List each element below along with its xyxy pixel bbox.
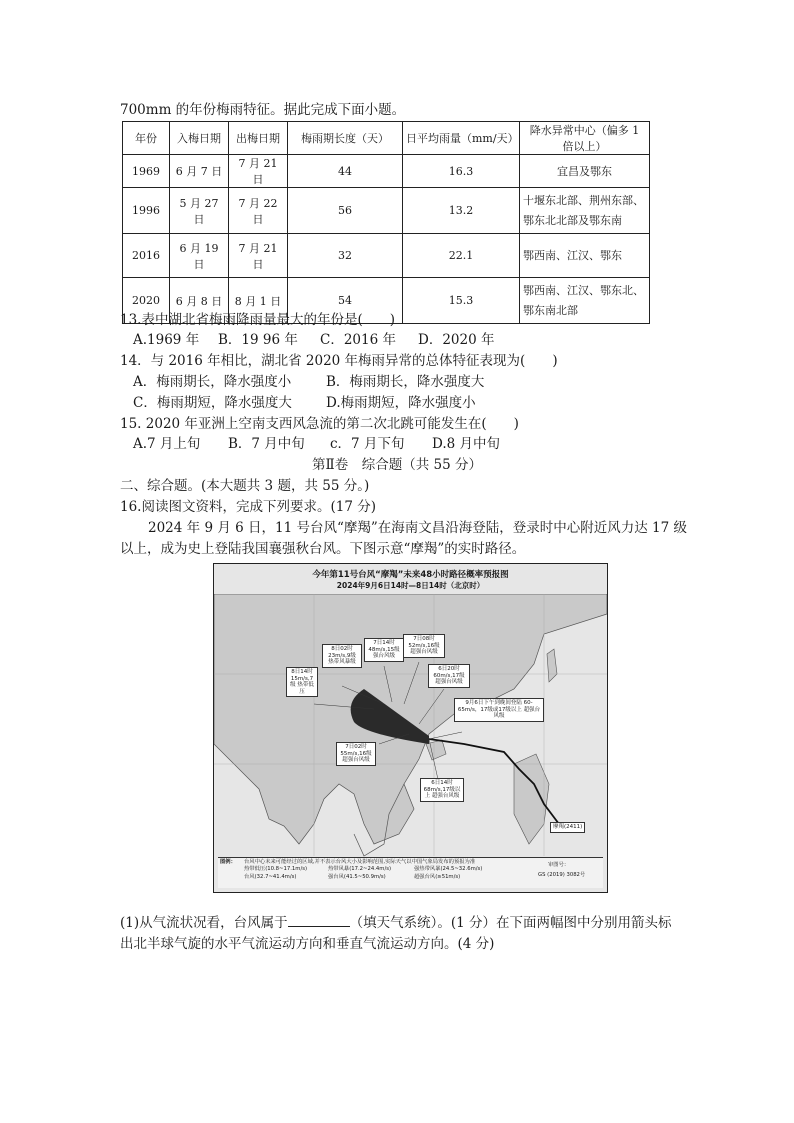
- legend-code: GS (2019) 3082号: [538, 872, 586, 878]
- q16-stem: 16.阅读图文资料，完成下列要求。(17 分): [120, 499, 376, 515]
- table-row: [123, 234, 650, 278]
- cell-year: 2016: [123, 234, 170, 278]
- q14-stem: 14．与 2016 年相比，湖北省 2020 年梅雨异常的总体特征表现为( ): [120, 353, 558, 369]
- taiwan-island: [547, 649, 557, 682]
- track-label-8d14: 8日14时 15m/s,7级 热带低压: [286, 667, 318, 697]
- cell-length: 56: [288, 188, 403, 234]
- q15-option-d: D.8 月中旬: [432, 436, 501, 452]
- cell-in: 6 月 7 日: [170, 155, 229, 188]
- section2-title: 第Ⅱ卷 综合题（共 55 分）: [312, 457, 482, 473]
- track-label-7d14: 7日14时 48m/s,15级 强台风级: [364, 638, 404, 662]
- q13-option-b: B．19 96 年: [218, 332, 298, 348]
- cell-center: 鄂西南、江汉、鄂东北、鄂东南北部: [520, 278, 650, 324]
- cell-length: 54: [288, 278, 403, 324]
- q16-sub1-part-a: (1)从气流状况看，台风属于: [120, 915, 288, 931]
- legend-sty: 强台风(41.5~50.9m/s): [328, 874, 386, 880]
- legend-review: 审图号：: [548, 862, 570, 868]
- header-center: 降水异常中心（偏多 1 倍以上）: [520, 122, 650, 155]
- answer-blank[interactable]: [288, 914, 350, 927]
- philippines-land: [514, 754, 549, 844]
- map-subtitle: 2024年9月6日14时—8日14时（北京时）: [336, 581, 485, 590]
- cell-length: 44: [288, 155, 403, 188]
- header-in: 入梅日期: [170, 122, 229, 155]
- cell-year: 1969: [123, 155, 170, 188]
- q13-option-d: D．2020 年: [418, 332, 495, 348]
- cell-rain: 15.3: [403, 278, 520, 324]
- legend-super: 超强台风(≥51m/s): [414, 874, 461, 880]
- track-label-6d20: 6日20时 60m/s,17级 超强台风级: [428, 664, 470, 688]
- q16-paragraph-2: 以上，成为史上登陆我国襄强秋台风。下图示意“摩羯”的实时路径。: [120, 541, 526, 557]
- mainland-land: [214, 594, 607, 844]
- map-title: 今年第11号台风“摩羯”未来48小时路径概率预报图: [312, 570, 509, 580]
- table-row: [123, 155, 650, 188]
- q13-option-c: C．2016 年: [320, 332, 396, 348]
- track-label-7d08: 7日08时 52m/s,16级 超强台风级: [403, 634, 445, 658]
- q13-stem: 13.表中湖北省梅雨降雨量最大的年份是( ): [120, 312, 396, 328]
- cell-in: 6 月 19 日: [170, 234, 229, 278]
- cell-year: 1996: [123, 188, 170, 234]
- table-header-row: [123, 122, 650, 155]
- legend-ty: 台风(32.7~41.4m/s): [244, 874, 297, 880]
- track-label-8d02: 8日02时 23m/s,9级 热带风暴级: [322, 644, 362, 668]
- map-legend: [218, 857, 603, 888]
- q14-option-a: A．梅雨期长，降水强度小: [133, 374, 292, 390]
- cell-center: 鄂西南、江汉、鄂东: [520, 234, 650, 278]
- cell-rain: 13.2: [403, 188, 520, 234]
- q14-option-b: B．梅雨期长，降水强度大: [326, 374, 485, 390]
- cell-center: 宜昌及鄂东: [520, 155, 650, 188]
- q15-stem: 15. 2020 年亚洲上空南支西风急流的第二次北跳可能发生在( ): [120, 416, 519, 432]
- cell-year: 2020: [123, 278, 170, 324]
- header-length: 梅雨期长度（天）: [288, 122, 403, 155]
- cell-length: 32: [288, 234, 403, 278]
- typhoon-track-map: [213, 563, 608, 893]
- legend-td: 热带低压(10.8~17.1m/s): [244, 866, 308, 872]
- intro-line: 700mm 的年份梅雨特征。据此完成下面小题。: [120, 102, 406, 118]
- legend-area: 台风中心未来可能经过的区域,并不表示台风大小及影响范围,实际天气以中国气象局发布的预报为准: [244, 859, 476, 865]
- track-label-6d14: 6日14时 68m/s,17级以上 超强台风级: [420, 778, 464, 802]
- q16-paragraph-1: 2024 年 9 月 6 日，11 号台风“摩羯”在海南文昌沿海登陆，登录时中心附近风力达 17 级: [148, 520, 688, 536]
- q15-option-c: c．7 月下旬: [330, 436, 405, 452]
- q14-option-c: C．梅雨期短，降水强度大: [133, 395, 292, 411]
- q15-option-b: B．7 月中旬: [228, 436, 305, 452]
- cell-center: 十堰东北部、荆州东部、鄂东北北部及鄂东南: [520, 188, 650, 234]
- cell-out: 7 月 21 日: [229, 234, 288, 278]
- cell-in: 5 月 27 日: [170, 188, 229, 234]
- track-label-name: 摩羯(2411): [550, 822, 585, 833]
- q15-option-a: A.7 月上旬: [133, 436, 201, 452]
- header-rain: 日平均雨量（mm/天）: [403, 122, 520, 155]
- track-label-7d02: 7日02时 55m/s,16级 超强台风级: [336, 742, 376, 766]
- cell-out: 8 月 1 日: [229, 278, 288, 324]
- track-label-landfall: 9月6日下午到晚间登陆 60-65m/s，17级或17级以上 超强台风级: [454, 698, 544, 722]
- cell-out: 7 月 21 日: [229, 155, 288, 188]
- cell-out: 7 月 22 日: [229, 188, 288, 234]
- q14-option-d: D.梅雨期短，降水强度小: [326, 395, 476, 411]
- legend-title: 图例：: [220, 859, 236, 865]
- q16-sub1-part-b: （填天气系统）。(1 分）在下面两幅图中分别用箭头标: [349, 915, 672, 931]
- cell-in: 6 月 8 日: [170, 278, 229, 324]
- header-year: 年份: [123, 122, 170, 155]
- legend-ts: 热带风暴(17.2~24.4m/s): [328, 866, 392, 872]
- section2-intro: 二、综合题。(本大题共 3 题，共 55 分。): [120, 478, 370, 494]
- meiyu-table: [122, 121, 650, 324]
- q13-option-a: A.1969 年: [133, 332, 200, 348]
- q16-sub1-line1: [120, 911, 672, 931]
- table-row: [123, 188, 650, 234]
- cell-rain: 16.3: [403, 155, 520, 188]
- q16-sub1-line2: 出北半球气旋的水平气流运动方向和垂直气流运动方向。(4 分): [120, 936, 495, 952]
- legend-sts: 强热带风暴(24.5~32.6m/s): [414, 866, 483, 872]
- header-out: 出梅日期: [229, 122, 288, 155]
- cell-rain: 22.1: [403, 234, 520, 278]
